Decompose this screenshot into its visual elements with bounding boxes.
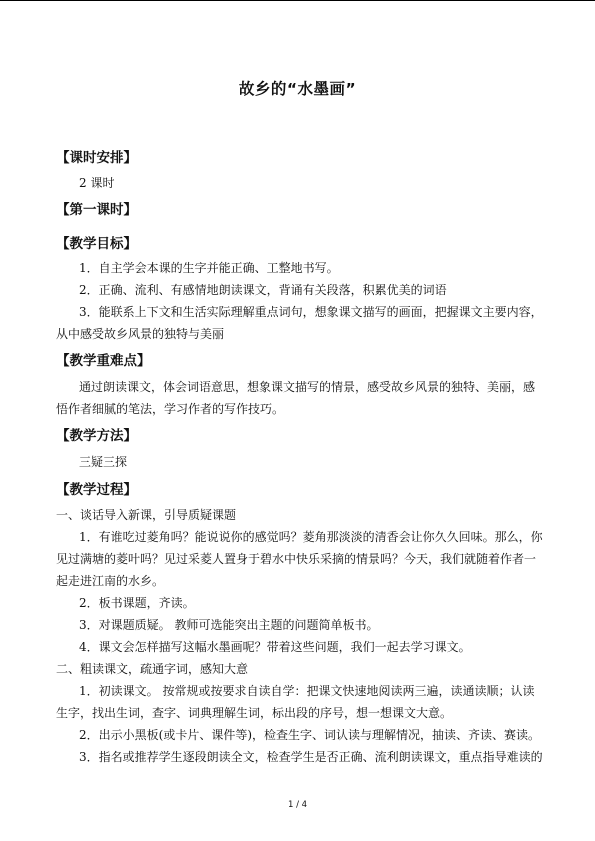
- heading-process: 【教学过程】: [56, 482, 137, 498]
- process-line: 2．板书课题，齐读。: [79, 596, 195, 610]
- key-points-line: 悟作者细腻的笔法，学习作者的写作技巧。: [56, 402, 285, 416]
- methods-body: 三疑三探: [79, 455, 128, 469]
- process-line: 1．有谁吃过菱角吗？能说说你的感觉吗？菱角那淡淡的清香会让你久久回味。那么，你: [79, 530, 543, 544]
- process-line: 一、谈话导入新课，引导质疑课题: [56, 508, 237, 522]
- heading-schedule: 【课时安排】: [56, 150, 137, 166]
- key-points-line: 通过朗读课文，体会词语意思，想象课文描写的情景，感受故乡风景的独特、美丽，感: [79, 380, 536, 394]
- document-title: 故乡的“水墨画”: [238, 80, 357, 98]
- process-line: 2．出示小黑板(或卡片、课件等)，检查生字、词认读与理解情况，抽读、齐读、赛读。: [79, 728, 541, 742]
- heading-first-lesson: 【第一课时】: [56, 202, 137, 218]
- objective-item: 1．自主学会本课的生字并能正确、工整地书写。: [79, 261, 339, 275]
- process-line: 二、粗读课文，疏通字词，感知大意: [56, 662, 249, 676]
- objective-item: 3．能联系上下文和生活实际理解重点词句，想象课文描写的画面，把握课文主要内容，: [79, 305, 543, 319]
- page-number: 1 / 4: [287, 800, 308, 810]
- schedule-body: 2 课时: [79, 176, 115, 190]
- heading-key-points: 【教学重难点】: [56, 353, 151, 369]
- process-line: 生字，找出生词，查字、词典理解生词，标出段的序号，想一想课文大意。: [56, 706, 453, 720]
- top-border-line: [0, 0, 595, 1]
- process-line: 起走进江南的水乡。: [56, 574, 165, 588]
- heading-objectives: 【教学目标】: [56, 236, 137, 252]
- process-line: 4．课文会怎样描写这幅水墨画呢？带着这些问题，我们一起去学习课文。: [79, 640, 471, 654]
- process-line: 3．对课题质疑。 教师可选能突出主题的问题简单板书。: [79, 618, 379, 632]
- objective-item-continuation: 从中感受故乡风景的独特与美丽: [56, 327, 225, 341]
- process-line: 1．初读课文。 按常规或按要求自读自学：把课文快速地阅读两三遍，读通读顺；认读: [79, 684, 535, 698]
- objective-item: 2．正确、流利、有感情地朗读课文，背诵有关段落，积累优美的词语: [79, 283, 447, 297]
- process-line: 3．指名或推荐学生逐段朗读全文，检查学生是否正确、流利朗读课文，重点指导难读的: [79, 750, 543, 764]
- process-line: 见过满塘的菱叶吗？见过采菱人置身于碧水中快乐采摘的情景吗？今天，我们就随着作者一: [56, 552, 537, 566]
- heading-methods: 【教学方法】: [56, 428, 137, 444]
